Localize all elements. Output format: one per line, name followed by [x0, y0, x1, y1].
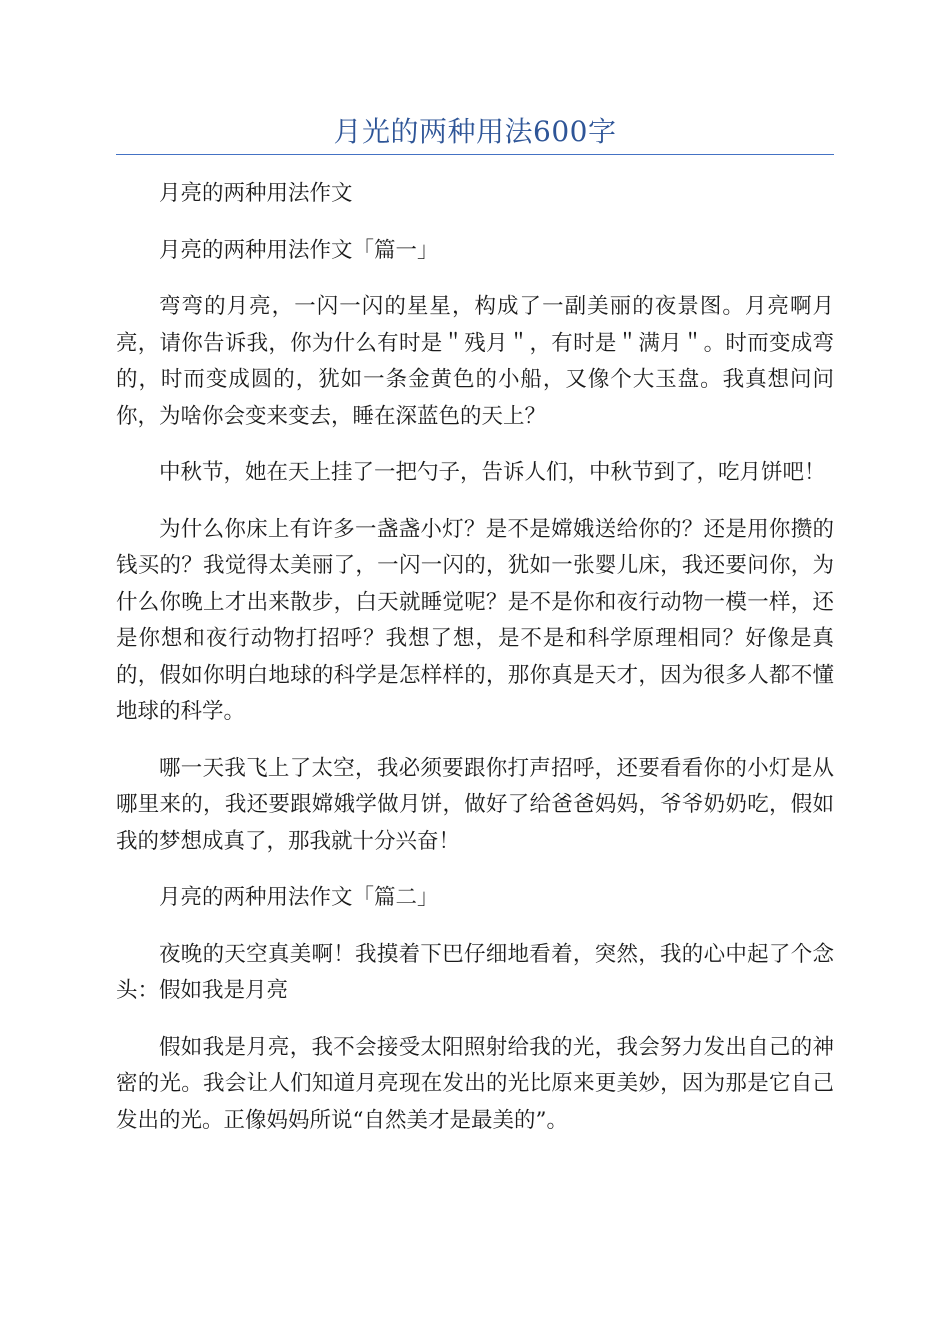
page-title: 月光的两种用法600字 — [333, 115, 617, 148]
paragraph: 弯弯的月亮，一闪一闪的星星，构成了一副美丽的夜景图。月亮啊月亮，请你告诉我，你为什么有时是＂残月＂，有时是＂满月＂。时而变成弯的，时而变成圆的，犹如一条金黄色的小船，又像个大玉盘。我真想问问你，为啥你会变来变去，睡在深蓝色的天上？ — [116, 294, 834, 429]
paragraph: 哪一天我飞上了太空，我必须要跟你打声招呼，还要看看你的小灯是从哪里来的，我还要跟嫦娥学做月饼，做好了给爸爸妈妈，爷爷奶奶吃，假如我的梦想成真了，那我就十分兴奋！ — [116, 755, 834, 854]
paragraph-section-one-heading: 月亮的两种用法作文「篇一」 — [159, 237, 439, 263]
paragraph-section-two-heading: 月亮的两种用法作文「篇二」 — [159, 885, 439, 910]
paragraph: 为什么你床上有许多一盏盏小灯？是不是嫦娥送给你的？还是用你攒的钱买的？我觉得太美丽了，一闪一闪的，犹如一张婴儿床，我还要问你，为什么你晚上才出来散步，白天就睡觉呢？是不是你和夜行动物一模一样，还是你想和夜行动物打招呼？我想了想，是不是和科学原理相同？好像是真的，假如你明白地球的科学是怎样样的，那你真是天才，因为很多人都不懂地球的科学。 — [116, 516, 834, 724]
paragraph: 夜晚的天空真美啊！我摸着下巴仔细地看着，突然，我的心中起了个念头：假如我是月亮 — [116, 941, 834, 1003]
title-underline — [116, 154, 834, 155]
paragraph-heading: 月亮的两种用法作文 — [159, 181, 353, 206]
paragraph: 中秋节，她在天上挂了一把勺子，告诉人们，中秋节到了，吃月饼吧！ — [159, 460, 826, 485]
paragraph: 假如我是月亮，我不会接受太阳照射给我的光，我会努力发出自己的神密的光。我会让人们知道月亮现在发出的光比原来更美妙，因为那是它自己发出的光。正像妈妈所说“自然美才是最美的”。 — [116, 1034, 834, 1133]
document-body — [116, 176, 834, 1159]
